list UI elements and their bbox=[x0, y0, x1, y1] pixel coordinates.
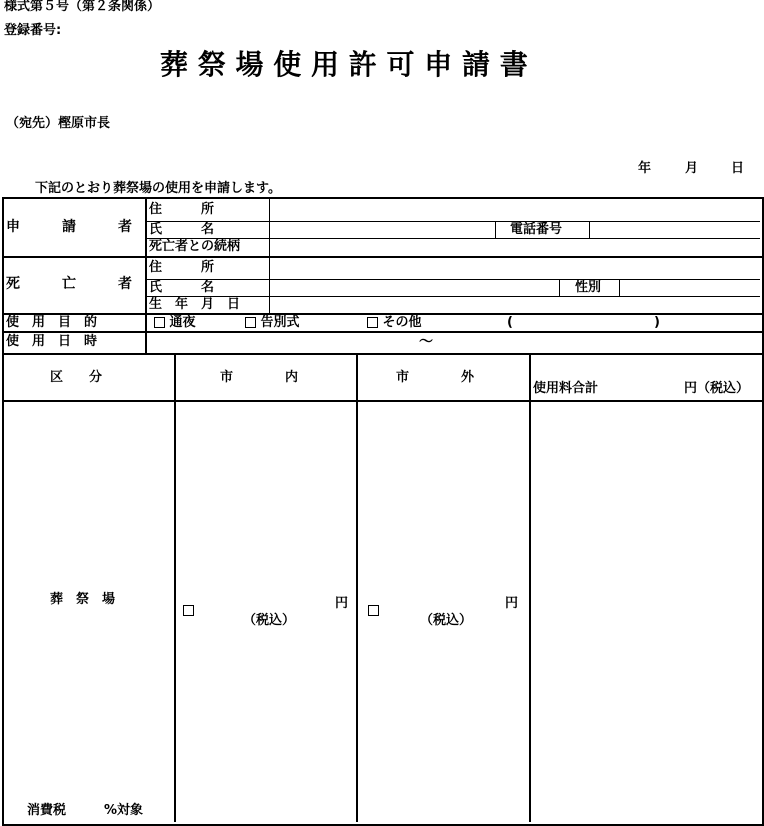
city-resident-yen: 円 bbox=[335, 596, 349, 611]
deceased-label: 死 亡 者 bbox=[6, 276, 132, 292]
registration-number-label: 登録番号: bbox=[4, 23, 62, 38]
date-month-label: 月 bbox=[685, 161, 699, 176]
purpose-option-funeral[interactable] bbox=[245, 316, 300, 330]
consumption-tax-label: 消費税 bbox=[27, 803, 67, 818]
intro-statement: 下記のとおり葬祭場の使用を申請します。 bbox=[35, 181, 281, 196]
purpose-option-other[interactable] bbox=[367, 316, 422, 330]
birthdate-field[interactable] bbox=[271, 297, 759, 313]
relation-field[interactable] bbox=[271, 239, 759, 255]
funeral-hall-row-label: 葬 祭 場 bbox=[50, 592, 116, 607]
city-resident-tax-included: （税込） bbox=[243, 613, 296, 628]
applicant-name-label: 氏 名 bbox=[149, 222, 215, 237]
total-fee-unit: 円（税込） bbox=[684, 381, 750, 396]
gender-field[interactable] bbox=[621, 280, 759, 296]
applicant-address-label: 住 所 bbox=[149, 202, 215, 217]
tax-target-label: %対象 bbox=[104, 803, 144, 818]
date-day-label: 日 bbox=[731, 161, 745, 176]
total-fee-field[interactable] bbox=[533, 404, 759, 818]
purpose-option-wake[interactable] bbox=[154, 316, 196, 330]
phone-field[interactable] bbox=[591, 222, 759, 238]
tax-rate-field[interactable] bbox=[76, 802, 100, 818]
funeral-checkbox[interactable] bbox=[245, 317, 256, 328]
usage-start-field[interactable] bbox=[148, 333, 418, 352]
usage-time-label: 使 用 日 時 bbox=[6, 334, 98, 349]
deceased-name-label: 氏 名 bbox=[149, 280, 215, 295]
non-resident-checkbox[interactable] bbox=[368, 605, 379, 616]
funeral-label: 告別式 bbox=[260, 315, 300, 330]
form-number: 様式第５号（第２条関係） bbox=[4, 0, 161, 14]
category-header: 区 分 bbox=[50, 370, 103, 385]
city-resident-checkbox[interactable] bbox=[183, 605, 194, 616]
gender-label: 性別 bbox=[575, 280, 602, 295]
non-resident-tax-included: （税込） bbox=[420, 613, 473, 628]
other-checkbox[interactable] bbox=[367, 317, 378, 328]
wake-checkbox[interactable] bbox=[154, 317, 165, 328]
time-range-tilde: ～ bbox=[419, 334, 433, 350]
applicant-label: 申 請 者 bbox=[6, 219, 132, 235]
other-purpose-field[interactable] bbox=[517, 315, 652, 330]
other-paren-open: ( bbox=[507, 315, 513, 330]
deceased-name-field[interactable] bbox=[271, 280, 557, 296]
addressee: （宛先）樫原市長 bbox=[6, 116, 111, 131]
city-resident-header: 市 内 bbox=[220, 370, 299, 385]
deceased-address-field[interactable] bbox=[271, 259, 759, 278]
relation-label: 死亡者との続柄 bbox=[149, 239, 241, 254]
page-title: 葬 祭 場 使 用 許 可 申 請 書 bbox=[160, 48, 528, 81]
non-resident-yen: 円 bbox=[505, 596, 519, 611]
non-resident-header: 市 外 bbox=[396, 370, 475, 385]
date-year-label: 年 bbox=[638, 161, 652, 176]
purpose-label: 使 用 目 的 bbox=[6, 315, 98, 330]
other-paren-close: ) bbox=[654, 315, 660, 330]
phone-label: 電話番号 bbox=[510, 222, 563, 237]
total-fee-label: 使用料合計 bbox=[533, 381, 599, 396]
applicant-address-field[interactable] bbox=[271, 200, 759, 220]
wake-label: 通夜 bbox=[169, 315, 196, 330]
applicant-name-field[interactable] bbox=[271, 222, 493, 238]
deceased-address-label: 住 所 bbox=[149, 260, 215, 275]
usage-end-field[interactable] bbox=[440, 333, 758, 352]
birthdate-label: 生 年 月 日 bbox=[149, 297, 241, 312]
other-label: その他 bbox=[382, 315, 422, 330]
